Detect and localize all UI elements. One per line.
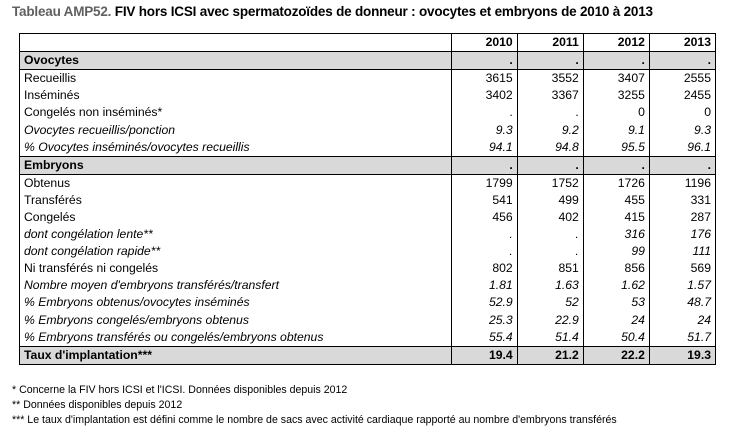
cell-value: . <box>583 52 649 70</box>
cell-value: 52.9 <box>451 294 517 311</box>
cell-value: 1.62 <box>583 277 649 294</box>
section-row <box>20 156 716 174</box>
cell-value: 1752 <box>517 174 583 192</box>
year-header: 2013 <box>649 34 715 52</box>
cell-value: . <box>451 243 517 260</box>
cell-value: 94.1 <box>451 139 517 157</box>
row-label: Transférés <box>20 192 452 209</box>
cell-value: 402 <box>517 209 583 226</box>
table-row <box>20 277 716 294</box>
cell-value: 51.4 <box>517 329 583 347</box>
row-label: % Ovocytes inséminés/ovocytes recueillis <box>20 139 452 157</box>
table-row <box>20 192 716 209</box>
table-row <box>20 174 716 192</box>
cell-value: . <box>517 156 583 174</box>
header-row <box>20 34 716 52</box>
cell-value: . <box>649 156 715 174</box>
cell-value: . <box>451 52 517 70</box>
row-label: % Embryons congelés/embryons obtenus <box>20 312 452 329</box>
cell-value: 802 <box>451 260 517 277</box>
table-row <box>20 312 716 329</box>
cell-value: 1.81 <box>451 277 517 294</box>
table-row <box>20 243 716 260</box>
cell-value: 22.9 <box>517 312 583 329</box>
cell-value: 0 <box>649 104 715 121</box>
cell-value: 22.2 <box>583 346 649 364</box>
cell-value: 1.57 <box>649 277 715 294</box>
cell-value: 455 <box>583 192 649 209</box>
cell-value: . <box>451 226 517 243</box>
cell-value: 25.3 <box>451 312 517 329</box>
cell-value: 851 <box>517 260 583 277</box>
cell-value: 21.2 <box>517 346 583 364</box>
cell-value: 52 <box>517 294 583 311</box>
cell-value: 287 <box>649 209 715 226</box>
cell-value: 111 <box>649 243 715 260</box>
cell-value: 53 <box>583 294 649 311</box>
cell-value: 95.5 <box>583 139 649 157</box>
cell-value: 99 <box>583 243 649 260</box>
cell-value: 9.2 <box>517 121 583 138</box>
cell-value: 9.1 <box>583 121 649 138</box>
row-label: Nombre moyen d'embryons transférés/transfert <box>20 277 452 294</box>
cell-value: . <box>517 243 583 260</box>
total-row <box>20 346 716 364</box>
cell-value: 415 <box>583 209 649 226</box>
cell-value: 51.7 <box>649 329 715 347</box>
section-row <box>20 52 716 70</box>
cell-value: 55.4 <box>451 329 517 347</box>
table-title <box>12 4 653 19</box>
table-row <box>20 329 716 347</box>
cell-value: . <box>451 104 517 121</box>
cell-value: 569 <box>649 260 715 277</box>
cell-value: 2555 <box>649 70 715 88</box>
cell-value: 2455 <box>649 87 715 104</box>
row-label: dont congélation rapide** <box>20 243 452 260</box>
table-row <box>20 70 716 88</box>
cell-value: . <box>517 226 583 243</box>
cell-value: 24 <box>583 312 649 329</box>
row-label: % Embryons transférés ou congelés/embryons obtenus <box>20 329 452 347</box>
cell-value: 3407 <box>583 70 649 88</box>
cell-value: 19.4 <box>451 346 517 364</box>
cell-value: 3255 <box>583 87 649 104</box>
row-label: Congelés <box>20 209 452 226</box>
table-row <box>20 209 716 226</box>
row-label: Congelés non inséminés* <box>20 104 452 121</box>
row-label: dont congélation lente** <box>20 226 452 243</box>
cell-value: 9.3 <box>451 121 517 138</box>
cell-value: 19.3 <box>649 346 715 364</box>
table-caption: FIV hors ICSI avec spermatozoïdes de donneur : ovocytes et embryons de 2010 à 2013 <box>114 4 653 19</box>
cell-value: 96.1 <box>649 139 715 157</box>
cell-value: 3367 <box>517 87 583 104</box>
cell-value: . <box>583 156 649 174</box>
year-header: 2011 <box>517 34 583 52</box>
cell-value: 0 <box>583 104 649 121</box>
row-label: Taux d'implantation*** <box>20 346 452 364</box>
row-label: Recueillis <box>20 70 452 88</box>
cell-value: 24 <box>649 312 715 329</box>
cell-value: . <box>649 52 715 70</box>
row-label: Inséminés <box>20 87 452 104</box>
cell-value: 3402 <box>451 87 517 104</box>
cell-value: 499 <box>517 192 583 209</box>
cell-value: 50.4 <box>583 329 649 347</box>
row-label: Ovocytes recueillis/ponction <box>20 121 452 138</box>
row-label: Ni transférés ni congelés <box>20 260 452 277</box>
cell-value: 316 <box>583 226 649 243</box>
data-table <box>19 33 716 365</box>
table-number: Tableau AMP52. <box>12 4 112 19</box>
cell-value: 3615 <box>451 70 517 88</box>
row-label: Ovocytes <box>20 52 452 70</box>
row-label: % Embryons obtenus/ovocytes inséminés <box>20 294 452 311</box>
footnote: * Concerne la FIV hors ICSI et l'ICSI. Données disponibles depuis 2012 <box>12 384 348 396</box>
cell-value: 94.8 <box>517 139 583 157</box>
cell-value: 176 <box>649 226 715 243</box>
year-header: 2012 <box>583 34 649 52</box>
cell-value: 9.3 <box>649 121 715 138</box>
cell-value: 1726 <box>583 174 649 192</box>
cell-value: 856 <box>583 260 649 277</box>
footnote: *** Le taux d'implantation est défini comme le nombre de sacs avec activité cardiaque rapporté au nombre d'embryons transférés <box>12 414 617 426</box>
cell-value: 1.63 <box>517 277 583 294</box>
cell-value: . <box>451 156 517 174</box>
year-header: 2010 <box>451 34 517 52</box>
cell-value: 541 <box>451 192 517 209</box>
row-label: Obtenus <box>20 174 452 192</box>
cell-value: 1799 <box>451 174 517 192</box>
header-corner <box>20 34 452 52</box>
footnote: ** Données disponibles depuis 2012 <box>12 399 183 411</box>
cell-value: 3552 <box>517 70 583 88</box>
table-row <box>20 260 716 277</box>
table-row <box>20 121 716 138</box>
footnotes <box>12 383 617 428</box>
table-row <box>20 294 716 311</box>
table-row <box>20 87 716 104</box>
cell-value: . <box>517 52 583 70</box>
cell-value: . <box>517 104 583 121</box>
row-label: Embryons <box>20 156 452 174</box>
cell-value: 456 <box>451 209 517 226</box>
cell-value: 331 <box>649 192 715 209</box>
table-row <box>20 226 716 243</box>
table-row <box>20 104 716 121</box>
table-row <box>20 139 716 157</box>
cell-value: 48.7 <box>649 294 715 311</box>
cell-value: 1196 <box>649 174 715 192</box>
